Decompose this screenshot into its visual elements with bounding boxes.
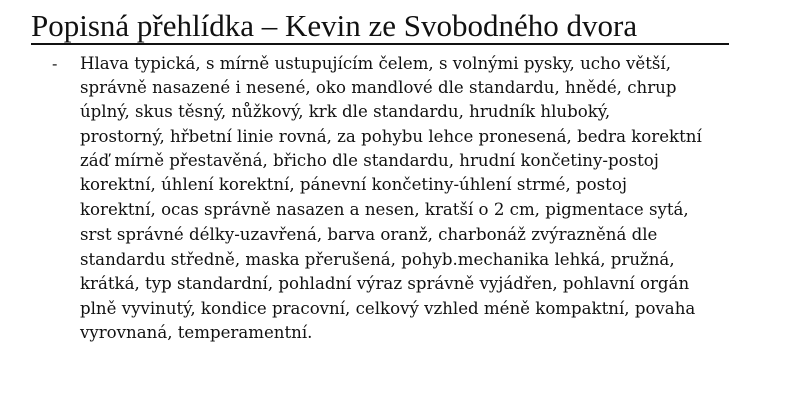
title-underline xyxy=(31,43,729,45)
description-line: standardu středně, maska přerušená, pohyb.mechanika lehká, pružná, xyxy=(80,250,675,269)
description-line: srst správné délky-uzavřená, barva oranž, charbonáž zvýrazněná dle xyxy=(80,225,658,244)
description-line: správně nasazené i nesené, oko mandlové dle standardu, hnědé, chrup xyxy=(80,78,677,97)
description-line: plně vyvinutý, kondice pracovní, celkový vzhled méně kompaktní, povaha xyxy=(80,299,696,318)
document-title: Popisná přehlídka – Kevin ze Svobodného dvora xyxy=(31,8,638,43)
description-line: vyrovnaná, temperamentní. xyxy=(80,323,313,342)
bullet-marker: - xyxy=(52,54,58,73)
description-line: úplný, skus těsný, nůžkový, krk dle standardu, hrudník hluboký, xyxy=(80,102,611,121)
description-line: korektní, úhlení korektní, pánevní končetiny-úhlení strmé, postoj xyxy=(80,175,627,194)
description-line: korektní, ocas správně nasazen a nesen, kratší o 2 cm, pigmentace sytá, xyxy=(80,200,689,219)
description-line: prostorný, hřbetní linie rovná, za pohybu lehce pronesená, bedra korektní xyxy=(80,127,702,146)
description-line: záď mírně přestavěná, břicho dle standardu, hrudní končetiny-postoj xyxy=(80,151,659,170)
description-line: Hlava typická, s mírně ustupujícím čelem, s volnými pysky, ucho větší, xyxy=(80,54,671,73)
description-line: krátká, typ standardní, pohladní výraz správně vyjádřen, pohlavní orgán xyxy=(80,274,690,293)
